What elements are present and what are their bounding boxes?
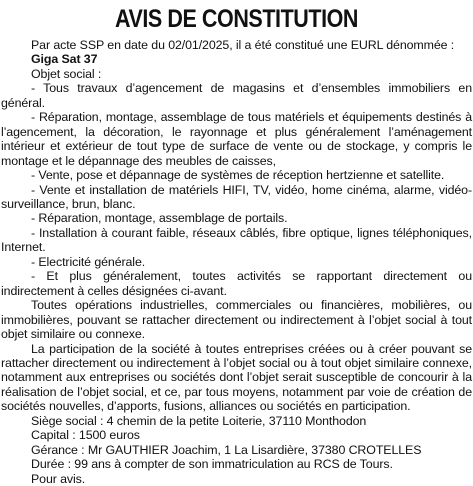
management: Gérance : Mr GAUTHIER Joachim, 1 La Lisardière, 37380 CROTELLES: [31, 442, 422, 457]
registered-office: Siège social : 4 chemin de la petite Loiterie, 37110 Monthodon: [31, 413, 367, 428]
notice-body: [1, 38, 472, 486]
company-name: Giga Sat 37: [31, 52, 98, 67]
operations-paragraph: Toutes opérations industrielles, commerciales ou financières, mobilières, ou immobilières, pouvant se rattacher directement ou indirectement à l’objet social à tout objet similaire ou connexe.: [1, 298, 472, 342]
intro-paragraph: Par acte SSP en date du 02/01/2025, il a été constitué une EURL dénommée :: [31, 38, 455, 52]
object-item: - Tous travaux d’agencement de magasins et d’ensembles immobiliers en général.: [1, 81, 472, 110]
notice-title: AVIS DE CONSTITUTION: [114, 5, 359, 33]
duration: Durée : 99 ans à compter de son immatriculation au RCS de Tours.: [31, 457, 393, 472]
object-item: - Electricité générale.: [31, 254, 146, 269]
object-item: - Réparation, montage, assemblage de tous matériels et équipements destinés à l’agencement, la décoration, le rayonnage et plus généralement l’aménagement intérieur et extérieur de tout type de surface de vente ou de stockage, y compris le montage et le dépannage des meubles de caisses,: [1, 110, 472, 168]
object-item: - Installation à courant faible, réseaux câblés, fibre optique, lignes téléphoniques, Internet.: [1, 225, 472, 255]
share-capital: Capital : 1500 euros: [31, 428, 140, 443]
participation-paragraph: La participation de la société à toutes entreprises créées ou à créer pouvant se rattacher directement ou indirectement à l’objet social ou à tout objet similaire connexe, notamment aux entreprises ou sociétés dont l’objet serait susceptible de concourir à la réalisation de l’objet social, et ce, par tous moyens, notamment par voie de création de sociétés nouvelles, d’apports, fusions, alliances ou sociétés en participation.: [1, 341, 472, 414]
closing-line: Pour avis.: [31, 471, 86, 486]
object-item: - Vente, pose et dépannage de systèmes de réception hertzienne et satellite.: [31, 168, 445, 183]
object-item: - Vente et installation de matériels HIFI, TV, vidéo, home cinéma, alarme, vidéo-surveillance, brun, blanc.: [1, 182, 472, 211]
object-label: Objet social :: [31, 66, 102, 81]
object-item: - Réparation, montage, assemblage de portails.: [31, 211, 288, 226]
object-item: - Et plus généralement, toutes activités se rapportant directement ou indirectement à celles désignées ci-avant.: [1, 269, 472, 298]
